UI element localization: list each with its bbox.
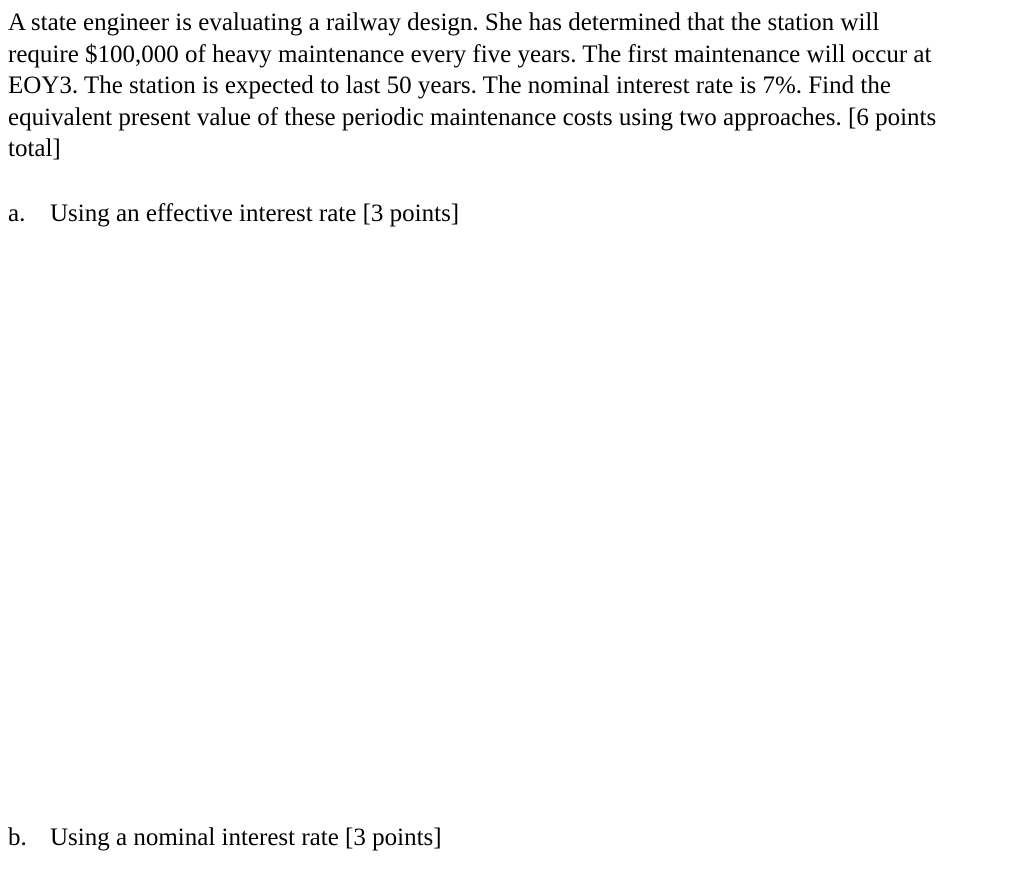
problem-line: A state engineer is evaluating a railway design. She has determined that the station will <box>8 9 880 36</box>
part-b-prompt <box>8 822 442 854</box>
part-a-text: Using an effective interest rate [3 points] <box>50 200 460 227</box>
part-b-text: Using a nominal interest rate [3 points] <box>50 824 442 851</box>
problem-line: EOY3. The station is expected to last 50 years. The nominal interest rate is 7%. Find the <box>8 72 891 99</box>
problem-line: equivalent present value of these periodic maintenance costs using two approaches. [6 points <box>8 103 937 131</box>
problem-statement <box>8 7 1018 165</box>
part-a-answer-space <box>8 238 1016 808</box>
problem-line: require $100,000 of heavy maintenance every five years. The first maintenance will occur at <box>8 40 932 68</box>
problem-line: total] <box>8 135 61 162</box>
part-b-answer-space <box>8 858 1016 868</box>
part-a-marker: a. <box>8 200 26 227</box>
part-a-prompt <box>8 198 459 230</box>
part-b-marker: b. <box>8 824 27 851</box>
